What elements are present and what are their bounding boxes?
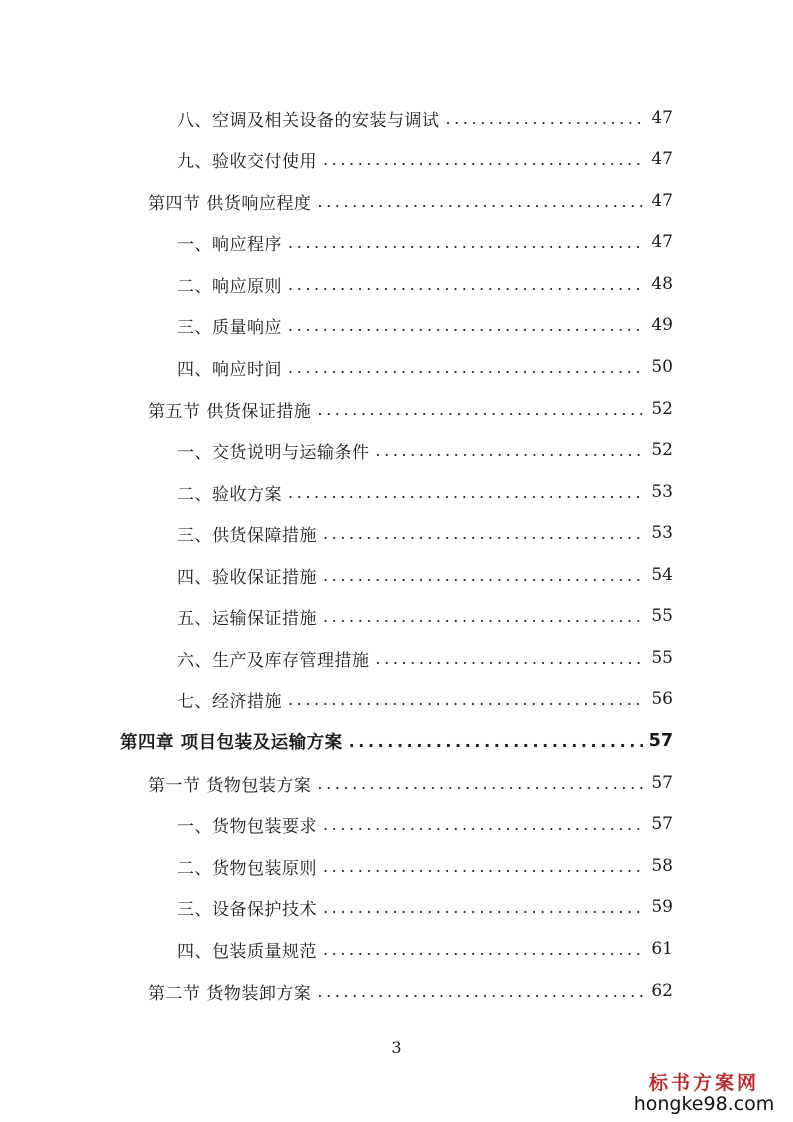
dot-leader	[376, 649, 646, 668]
toc-entry-page: 48	[651, 274, 673, 294]
toc-entry-page: 52	[651, 440, 673, 460]
toc-entry-label: 二、货物包装原则	[177, 858, 317, 879]
toc-entry-label: 四、响应时间	[177, 359, 282, 380]
toc-entry-page: 61	[651, 939, 673, 959]
dot-leader	[376, 441, 646, 460]
dot-leader	[323, 607, 645, 626]
toc-entry-page: 54	[651, 565, 673, 585]
dot-leader	[288, 358, 645, 377]
dot-leader	[317, 774, 645, 793]
toc-entry-page: 47	[651, 232, 673, 252]
dot-leader	[446, 109, 646, 128]
dot-leader	[317, 192, 645, 211]
toc-entry-page: 53	[651, 482, 673, 502]
toc-entry[interactable]	[177, 310, 673, 340]
toc-entry-page: 52	[651, 399, 673, 419]
watermark-url: hongke98.com	[633, 1093, 775, 1115]
dot-leader	[323, 524, 645, 543]
dot-leader	[288, 483, 645, 502]
toc-entry-page: 55	[651, 606, 673, 626]
toc-entry[interactable]	[177, 227, 673, 257]
dot-leader	[323, 150, 645, 169]
dot-leader	[323, 566, 645, 585]
toc-entry[interactable]	[177, 851, 673, 881]
dot-leader	[288, 233, 645, 252]
toc-entry[interactable]	[177, 892, 673, 922]
toc-entry-label: 三、质量响应	[177, 317, 282, 338]
toc-entry-page: 58	[651, 856, 673, 876]
toc-entry[interactable]	[148, 768, 673, 798]
dot-leader	[288, 316, 645, 335]
toc-entry-page: 53	[651, 523, 673, 543]
toc-entry[interactable]	[177, 560, 673, 590]
toc-entry-label: 二、验收方案	[177, 484, 282, 505]
toc-entry-page: 57	[648, 731, 673, 751]
dot-leader	[323, 815, 645, 834]
toc-entry[interactable]	[177, 809, 673, 839]
dot-leader	[317, 982, 645, 1001]
toc-entry[interactable]	[177, 934, 673, 964]
toc-entry[interactable]	[148, 976, 673, 1006]
page-number: 3	[391, 1038, 402, 1057]
toc-entry-page: 50	[651, 357, 673, 377]
toc-entry-label: 一、货物包装要求	[177, 816, 317, 837]
watermark-logo	[629, 1068, 779, 1115]
toc-entry[interactable]	[177, 103, 673, 133]
toc-entry-page: 47	[651, 149, 673, 169]
toc-entry[interactable]	[177, 601, 673, 631]
toc-entry-page: 57	[651, 773, 673, 793]
dot-leader	[323, 898, 645, 917]
toc-entry-label: 八、空调及相关设备的安装与调试	[177, 110, 440, 131]
watermark-name: 标书方案网	[648, 1072, 759, 1094]
toc-entry[interactable]	[177, 684, 673, 714]
toc-entry-label: 六、生产及库存管理措施	[177, 650, 370, 671]
toc-entry-label: 第四章 项目包装及运输方案	[120, 732, 343, 753]
dot-leader	[323, 940, 645, 959]
toc-entry-page: 62	[651, 981, 673, 1001]
toc-entry[interactable]	[177, 643, 673, 673]
dot-leader	[317, 400, 645, 419]
toc-entry-label: 七、经济措施	[177, 691, 282, 712]
toc-entry-page: 47	[651, 108, 673, 128]
toc-entry-label: 第一节 货物包装方案	[148, 775, 312, 796]
toc-entry-label: 五、运输保证措施	[177, 608, 317, 629]
toc-entry[interactable]	[177, 435, 673, 465]
toc-entry[interactable]	[148, 186, 673, 216]
dot-leader	[288, 690, 645, 709]
toc-entry-label: 一、响应程序	[177, 234, 282, 255]
dot-leader	[288, 275, 645, 294]
toc-entry[interactable]	[177, 269, 673, 299]
toc-entry-label: 九、验收交付使用	[177, 151, 317, 172]
toc-entry-label: 第四节 供货响应程度	[148, 193, 312, 214]
toc-entry-page: 55	[651, 648, 673, 668]
toc-entry-label: 三、设备保护技术	[177, 899, 317, 920]
dot-leader	[323, 857, 645, 876]
toc-entry-label: 第二节 货物装卸方案	[148, 983, 312, 1004]
toc-entry[interactable]	[148, 394, 673, 424]
dot-leader	[349, 732, 643, 751]
toc-entry-page: 59	[651, 897, 673, 917]
toc-chapter-entry[interactable]	[120, 726, 673, 756]
toc-entry[interactable]	[177, 352, 673, 382]
toc-entry-label: 一、交货说明与运输条件	[177, 442, 370, 463]
toc-entry-page: 49	[651, 315, 673, 335]
toc-entry-label: 第五节 供货保证措施	[148, 401, 312, 422]
toc-entry[interactable]	[177, 144, 673, 174]
toc-entry-page: 56	[651, 689, 673, 709]
toc-entry-label: 二、响应原则	[177, 276, 282, 297]
toc-entry-label: 四、验收保证措施	[177, 567, 317, 588]
toc-entry[interactable]	[177, 477, 673, 507]
toc-entry-page: 57	[651, 814, 673, 834]
toc-entry[interactable]	[177, 518, 673, 548]
toc-entry-label: 三、供货保障措施	[177, 525, 317, 546]
toc-entry-label: 四、包装质量规范	[177, 941, 317, 962]
toc-entry-page: 47	[651, 191, 673, 211]
